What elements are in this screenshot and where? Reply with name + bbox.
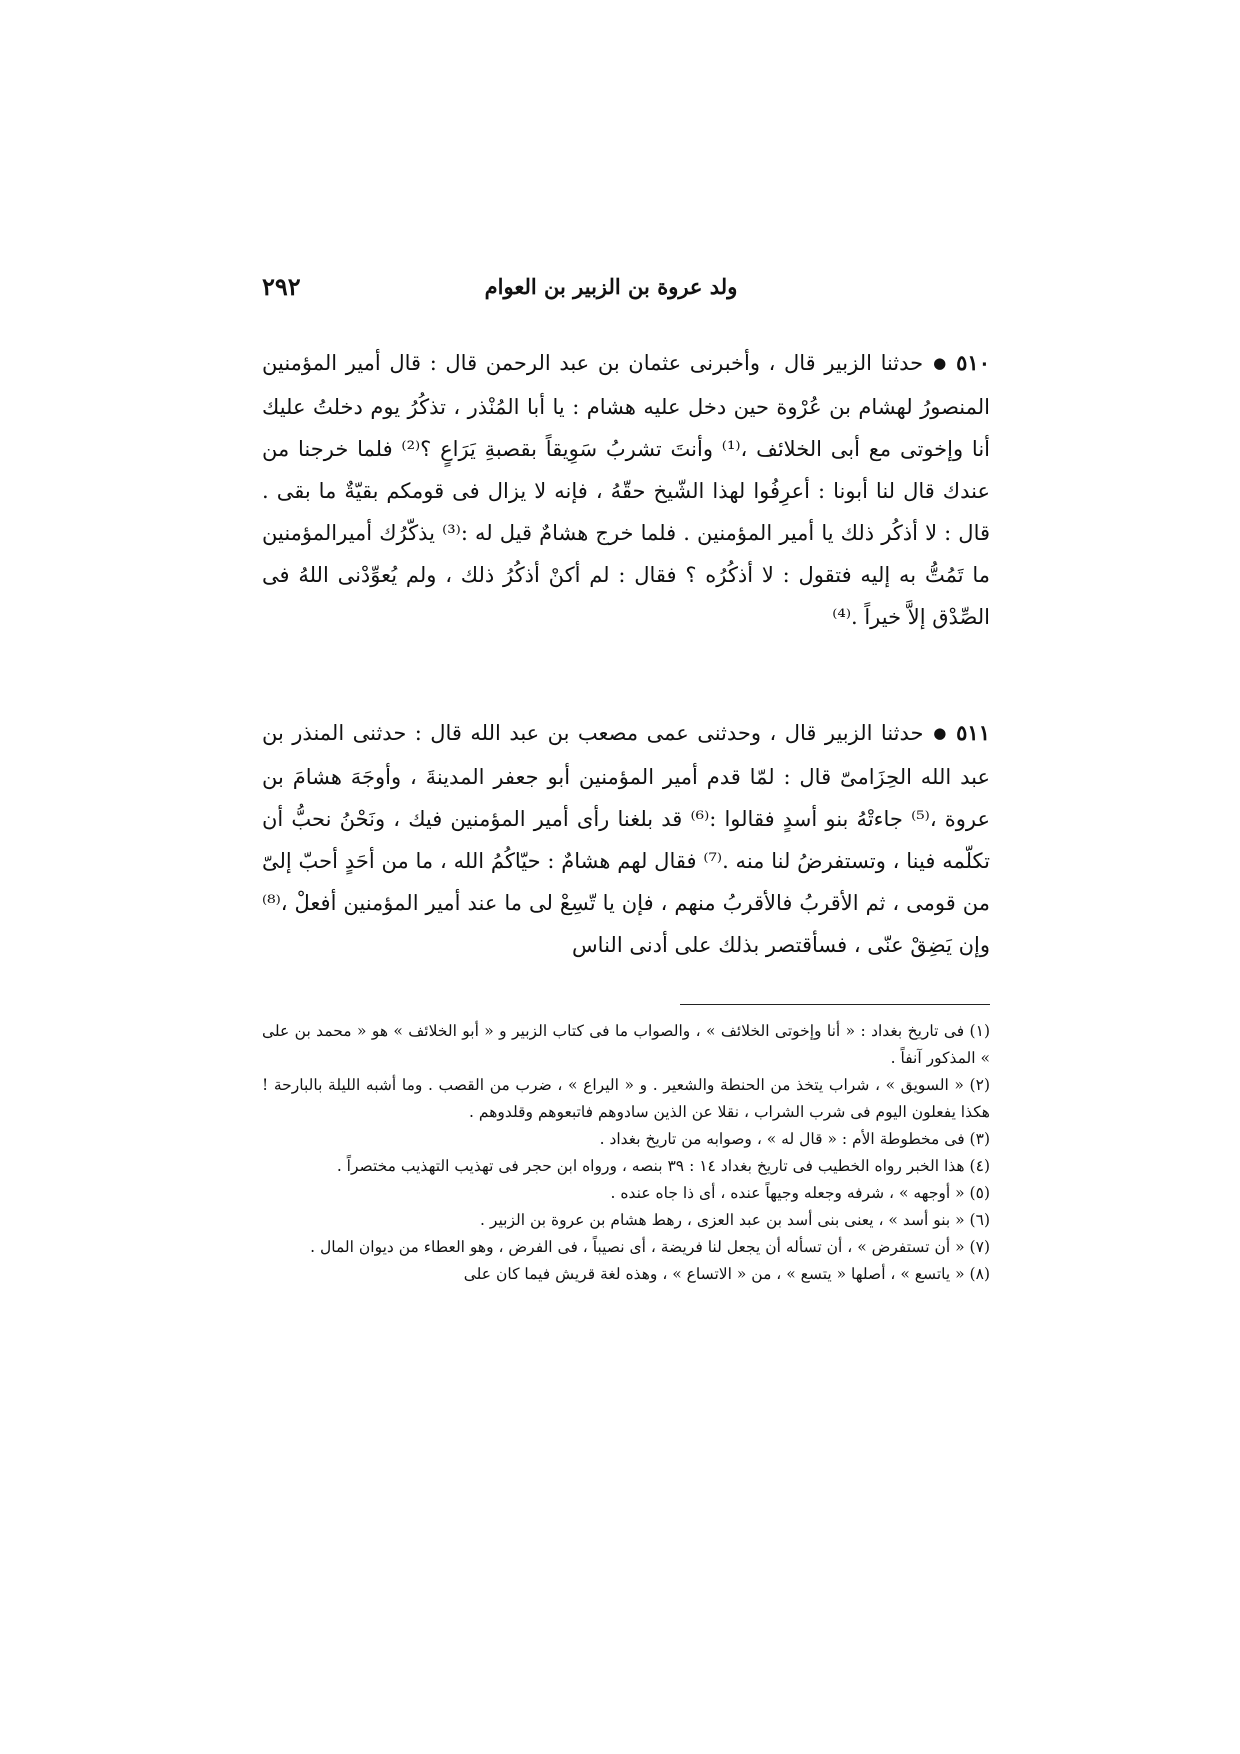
footnote-text: فى تاريخ بغداد : « أنا وإخوتى الخلائف » ، والصواب ما فى كتاب الزبير و « أبو الخلائف » هو « محمد بن على » المذكور آنفاً . [262,1022,990,1067]
running-head-title: ولد عروة بن الزبير بن العوام [484,274,738,299]
footnote-7 [262,1234,990,1261]
footnote-label: (٦) [969,1211,990,1229]
footnote-text: فى مخطوطة الأم : « قال له » ، وصوابه من تاريخ بغداد . [599,1130,965,1148]
footnote-6 [262,1207,990,1234]
footnote-3 [262,1126,990,1153]
paragraph-number: ٥١٠ [956,350,990,375]
bullet-icon: ● [931,724,949,742]
paragraph-text: حدثنا الزبير قال ، وحدثنى عمى مصعب بن عبد الله قال : حدثنى المنذر بن عبد الله الحِزَامىّ قال : لمّا قدم أمير المؤمنين أبو جعفر المدينةَ ، وأوجَهَ هشامَ بن عروة ،⁽⁵⁾ جاءتْهُ بنو أسدٍ فقالوا :⁽⁶⁾ قد بلغنا رأى أمير المؤمنين فيك ، ونَحْنُ نحبُّ أن تكلّمه فينا ، وتستفرضُ لنا منه .⁽⁷⁾ فقال لهم هشامٌ : حيّاكُمُ الله ، ما من أحَدٍ أحبّ إلىّ من قومى ، ثم الأقربُ فالأقربُ منهم ، فإن يا تّسِعْ لى ما عند أمير المؤمنين أفعلْ ،⁽⁸⁾ وإن يَضِقْ عنّى ، فسأقتصر بذلك على أدنى الناس [262,721,991,957]
footnote-4 [262,1153,990,1180]
footnotes [262,1018,990,1288]
footnote-text: « بنو أسد » ، يعنى بنى أسد بن عبد العزى ، رهط هشام بن عروة بن الزبير . [480,1211,965,1229]
footnote-text: « أن تستفرض » ، أن تسأله أن يجعل لنا فريضة ، أى نصيباً ، فى الفرض ، وهو العطاء من ديوان المال . [310,1238,965,1256]
footnote-label: (٧) [969,1238,990,1256]
footnote-label: (٤) [969,1157,990,1175]
footnote-1 [262,1018,990,1072]
bullet-icon: ● [931,354,949,372]
footnote-5 [262,1180,990,1207]
footnote-label: (١) [969,1022,990,1040]
footnote-text: « السويق » ، شراب يتخذ من الحنطة والشعير . و « اليراع » ، ضرب من القصب . وما أشبه الليلة بالبارحة ! هكذا يفعلون اليوم فى شرب الشراب ، نقلا عن الذين سادوهم فاتبعوهم وقلدوهم . [262,1076,990,1121]
footnote-2 [262,1072,990,1126]
paragraph-text: حدثنا الزبير قال ، وأخبرنى عثمان بن عبد الرحمن قال : قال أمير المؤمنين المنصورُ لهشام بن عُرْوة حين دخل عليه هشام : يا أبا المُنْذر ، تذكُرُ يوم دخلتُ عليك أنا وإخوتى مع أبى الخلائف ،⁽¹⁾ وأنتَ تشربُ سَوِيقاً بقصبةِ يَرَاعٍ ؟⁽²⁾ فلما خرجنا من عندك قال لنا أبونا : أعرِفُوا لهذا الشّيخ حقّهُ ، فإنه لا يزال فى قومكم بقيّةٌ ما بقى . قال : لا أذكُر ذلك يا أمير المؤمنين . فلما خرج هشامٌ قيل له :⁽³⁾ يذكّرُك أميرالمؤمنين ما تَمُتُّ به إليه فتقول : لا أذكُرُه ؟ فقال : لم أكنْ أذكُرُ ذلك ، ولم يُعوِّدْنى اللهُ فى الصِّدْق إلاَّ خيراً .⁽⁴⁾ [262,351,991,629]
paragraph-number: ٥١١ [956,720,990,745]
paragraph-510 [262,342,990,638]
footnote-label: (٣) [969,1130,990,1148]
footnote-text: هذا الخبر رواه الخطيب فى تاريخ بغداد ١٤ : ٣٩ بنصه ، ورواه ابن حجر فى تهذيب التهذيب مختصراً . [336,1157,965,1175]
footnote-divider [680,1004,990,1005]
footnote-label: (٥) [969,1184,990,1202]
footnote-label: (٨) [969,1265,990,1283]
footnote-label: (٢) [969,1076,990,1094]
paragraph-511 [262,712,990,966]
footnote-text: « ياتسع » ، أصلها « يتسع » ، من « الاتساع » ، وهذه لغة قريش فيما كان على [463,1265,965,1283]
page-number: ٢٩٢ [262,272,301,301]
footnote-8 [262,1261,990,1288]
running-head [262,272,990,312]
footnote-text: « أوجهه » ، شرفه وجعله وجيهاً عنده ، أى ذا جاه عنده . [610,1184,965,1202]
